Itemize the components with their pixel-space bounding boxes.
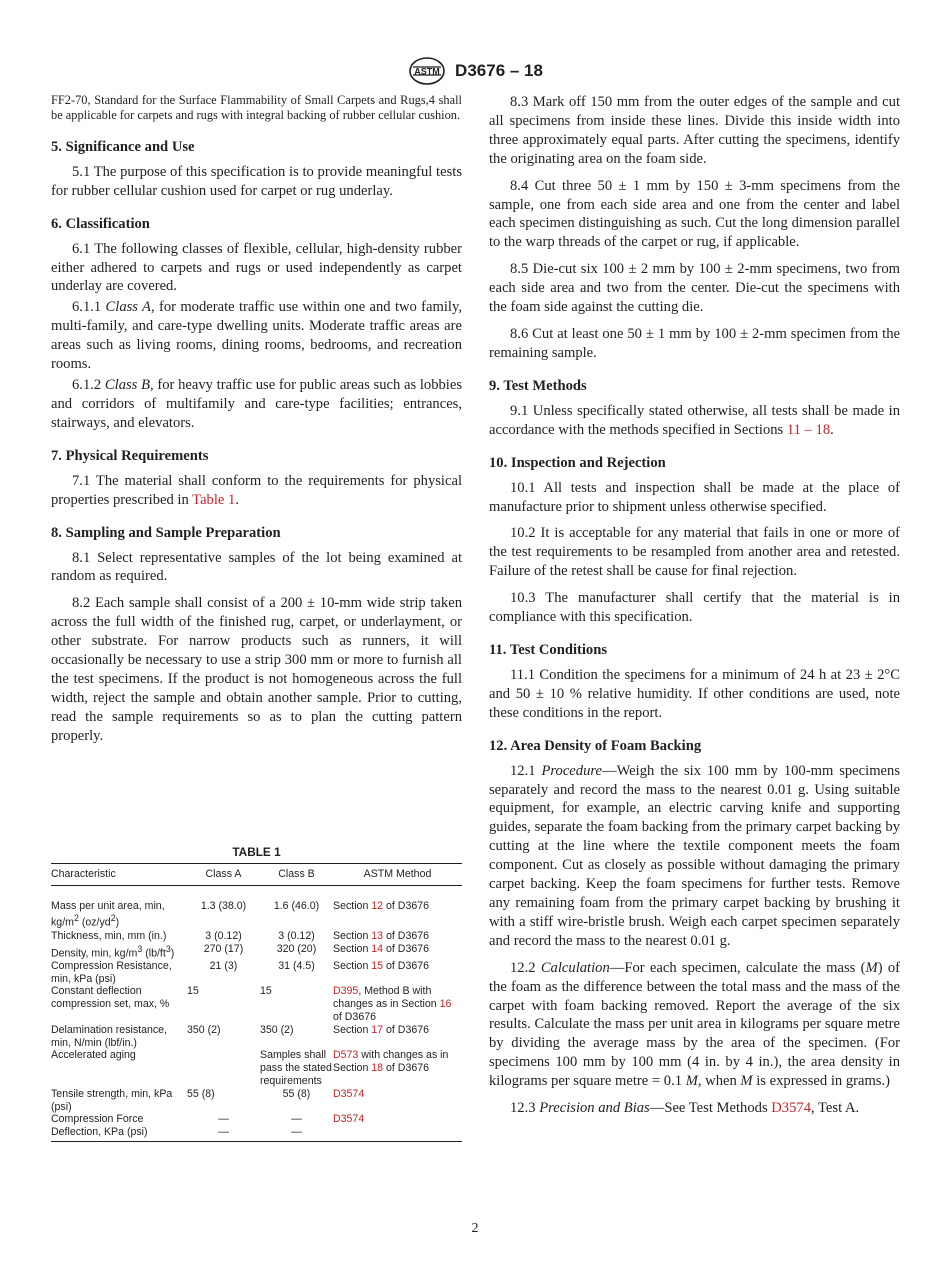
para-12-2: 12.2 Calculation—For each specimen, calculate the mass (M) of the foam as the difference between the total mass and the mass of the carpet with foam backing removed. Report the average of the six results. Calculate the mass per unit area in kilograms per square metre by dividing the average mass by the area of the specimen. (For specimens 100 mm by 100 mm (4 in. by 4 in.), the area density in kilograms per square metre = 0.1 M, when M is expressed in grams.) [489, 959, 900, 1090]
d395-link[interactable]: D395 [333, 985, 359, 998]
section-18-link[interactable]: 18 [371, 1062, 384, 1075]
table-row: Compression Resistance, min, kPa (psi) 21 (3) 31 (4.5) Section 15 of D3676 [51, 959, 430, 985]
section-13-link[interactable]: 13 [371, 929, 384, 942]
table-row: Accelerated aging Samples shall pass the stated requirements D573 with changes as in Section 18 of D3676 [51, 1049, 449, 1088]
para-9-1: 9.1 Unless specifically stated otherwise, all tests shall be made in accordance with the methods specified in Sections 11 – 18. [489, 402, 900, 438]
section-7-heading: 7. Physical Requirements [51, 447, 209, 464]
para-10-2: 10.2 It is acceptable for any material that fails in one or more of the test requirements to be resampled from another area and retested. Failure of the retest shall be cause for final rejection. [489, 525, 900, 580]
page-number: 2 [471, 1221, 479, 1236]
header-characteristic: Characteristic [51, 863, 187, 885]
intro-paragraph: FF2-70, Standard for the Surface Flammability of Small Carpets and Rugs,4 shall be applicable for carpets and rugs with integral backing of rubber cellular cushion. [51, 93, 462, 123]
section-14-link[interactable]: 14 [371, 942, 384, 955]
right-column [489, 93, 900, 1126]
para-10-1: 10.1 All tests and inspection shall be made at the place of manufacture prior to shipment unless otherwise specified. [489, 479, 900, 515]
para-6-1-2: 6.1.2 Class B, for heavy traffic use for public areas such as lobbies and corridors of multifamily and care-type facilities; entrances, stairways, and elevators. [51, 376, 463, 431]
table-1-link[interactable]: Table 1 [192, 491, 236, 508]
document-designation: D3676 – 18 [455, 61, 543, 80]
class-a-label: Class A, [105, 299, 155, 316]
table-1 [51, 846, 462, 1142]
para-11-1: 11.1 Condition the specimens for a minimum of 24 h at 23 ± 2°C and 50 ± 10 % relative humidity. If other conditions are used, note these conditions in the report. [489, 666, 900, 721]
sections-11-18-link[interactable]: 11 – 18 [786, 421, 831, 438]
section-9-heading: 9. Test Methods [489, 377, 587, 394]
para-10-3: 10.3 The manufacturer shall certify that the material is in compliance with this specification. [489, 590, 900, 626]
section-5-heading: 5. Significance and Use [51, 138, 195, 155]
table-header-row [51, 863, 462, 885]
table-row: Compression Force Deflection, KPa (psi) — — — — D3574 [51, 1113, 462, 1141]
table-row [51, 885, 462, 900]
para-6-1: 6.1 The following classes of flexible, cellular, high-density rubber either adhered to carpets and rugs or used independently as carpet underlay are covered. [51, 240, 462, 295]
section-12-heading: 12. Area Density of Foam Backing [489, 737, 702, 754]
table-row: Density, min, $kg/m^3$ $(lb/ft^3)$ 270 (17) 320 (20) Section 14 of D3676 [51, 942, 430, 960]
section-15-link[interactable]: 15 [371, 959, 384, 972]
para-8-2: 8.2 Each sample shall consist of a 200 ± 10-mm wide strip taken across the full width of the finished rug, carpet, or underlayment, or other substrate. For narrow products such as runners, it will occasionally be necessary to use a strip 300 mm or more to furnish all the test specimens. If the product is not homogeneous across the full width, reject the sample and obtain another sample. Prior to cutting, read the sample requirements so as to plan the cutting pattern properly. [51, 595, 462, 744]
table-row: Mass per unit area, min, $kg/m^2$ $(oz/yd^2)$ 1.3 (38.0) 1.6 (46.0) Section 12 of D3676 [51, 899, 430, 929]
section-10-heading: 10. Inspection and Rejection [489, 454, 666, 471]
d573-link[interactable]: D573 [333, 1049, 359, 1062]
d3574-link-3[interactable]: D3574 [771, 1100, 811, 1117]
astm-logo-icon [407, 56, 447, 86]
svg-text:ASTM: ASTM [414, 66, 440, 77]
section-16-link[interactable]: 16 [439, 998, 452, 1011]
para-12-3: 12.3 Precision and Bias—See Test Methods D3574, Test A. [510, 1100, 860, 1117]
left-column [51, 93, 462, 754]
para-5-1: 5.1 The purpose of this specification is to provide meaningful tests for rubber cellular cushion used for carpet or rug underlay. [51, 163, 462, 199]
para-8-4: 8.4 Cut three 50 ± 1 mm by 150 ± 3-mm specimens from the sample, one from each side area and one from the center and label each specimen distinguishing as such. Cut the long dimension parallel to the warp threads of the carpet or rug, if applicable. [489, 177, 900, 251]
para-8-1: 8.1 Select representative samples of the lot being examined at random as required. [51, 549, 462, 585]
para-7-1: 7.1 The material shall conform to the requirements for physical properties prescribed in Table 1. [51, 472, 462, 508]
header-astm-method: ASTM Method [333, 863, 462, 885]
para-12-1: 12.1 Procedure—Weigh the six 100 mm by 100-mm specimens separately and record the mass to the nearest 0.01 g. Using suitable equipment, for example, an electric carving knife and supporting guides, separate the foam backing from the primary carpet backing by cutting at the line where the textile component meets the foam component. Cut as closely as possible without damaging the primary carpet backing. Keep the foam specimens for further tests. Remove any remaining foam from the primary carpet backing by brushing it with a stiff wire-bristle brush. Weigh each carpet specimen separately and record the mass to the nearest 0.01 g. [489, 762, 900, 949]
table-row: Thickness, min, mm (in.) 3 (0.12) 3 (0.12) Section 13 of D3676 [51, 929, 430, 942]
d3574-link-2[interactable]: D3574 [333, 1113, 365, 1126]
para-6-1-1: 6.1.1 Class A, for moderate traffic use within one and two family, multi-family, and care-type dwelling units. Moderate traffic areas are areas such as living rooms, dining rooms, bedrooms, and recreation rooms. [51, 299, 462, 373]
page-header [0, 56, 950, 86]
section-12-link[interactable]: 12 [371, 899, 384, 912]
para-8-5: 8.5 Die-cut six 100 ± 2 mm by 100 ± 2-mm specimens, two from each side area and two from the center. Die-cut the specimens with the foam side against the cutting die. [489, 261, 900, 316]
d3574-link[interactable]: D3574 [333, 1087, 365, 1100]
class-b-label: Class B, [104, 376, 154, 393]
table-row: Constant deflection compression set, max, % 15 15 D395, Method B with changes as in Section 16 of D3676 [51, 985, 452, 1024]
header-class-a: Class A [187, 863, 260, 885]
table-row: Tensile strength, min, kPa (psi) 55 (8) 55 (8) D3574 [51, 1087, 365, 1113]
table-row: Delamination resistance, min, N/min (lbf/in.) 350 (2) 350 (2) Section 17 of D3676 [51, 1023, 430, 1049]
section-17-link[interactable]: 17 [371, 1023, 384, 1036]
section-8-heading: 8. Sampling and Sample Preparation [51, 524, 281, 541]
para-8-3: 8.3 Mark off 150 mm from the outer edges of the sample and cut all specimens from inside these lines. Divide this inside width into three approximately equal parts. After cutting the specimens, identify the originating area on the foam side. [489, 94, 900, 167]
section-6-heading: 6. Classification [51, 215, 150, 232]
para-8-6: 8.6 Cut at least one 50 ± 1 mm by 100 ± 2-mm specimen from the remaining sample. [489, 325, 900, 361]
header-class-b: Class B [260, 863, 333, 885]
table-title: TABLE 1 [232, 845, 281, 859]
section-11-heading: 11. Test Conditions [489, 641, 608, 658]
requirements-table [51, 863, 462, 1142]
